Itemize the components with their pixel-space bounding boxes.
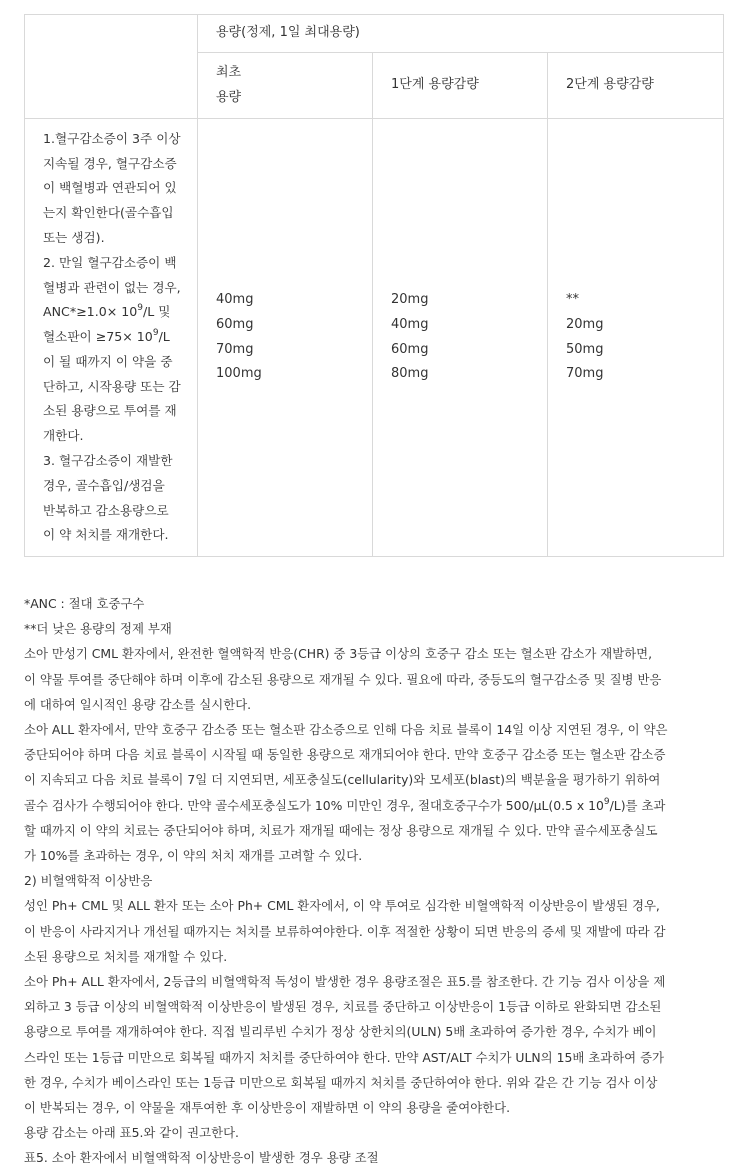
footnote-lower-dose: **더 낮은 용량의 정제 부재: [24, 621, 172, 637]
dose-value: 40mg: [216, 291, 254, 307]
initial-dose-header-line2: 용량: [216, 89, 242, 105]
desc-line: 이 약 처치를 재개한다.: [43, 527, 169, 543]
empty-corner-cell: [25, 15, 198, 119]
desc-line: 이 백혈병과 연관되어 있: [43, 180, 177, 196]
desc-line: 혈병과 관련이 없는 경우,: [43, 279, 181, 295]
dose-value: 60mg: [391, 341, 429, 357]
paragraph-line: 스라인 또는 1등급 미만으로 회복될 때까지 처치를 중단하여야 한다. 만약 AST/ALT 수치가 ULN의 15배 초과하여 증가: [24, 1049, 665, 1065]
paragraph-line: 중단되어야 하며 다음 치료 블록이 시작될 때 동일한 용량으로 재개되어야 한다. 만약 호중구 감소증 또는 혈소판 감소증: [24, 747, 666, 763]
paragraph-line: 에 대하여 일시적인 용량 감소를 실시한다.: [24, 696, 252, 712]
paragraph-text: /L)를 초과: [609, 797, 666, 813]
desc-line: 소된 용량으로 투여를 재: [43, 403, 177, 419]
step2-dose-cell: [548, 119, 724, 557]
paragraph-line: 소된 용량으로 처치를 재개할 수 있다.: [24, 948, 228, 964]
dose-value: **: [566, 291, 579, 307]
paragraph-line: 이 지속되고 다음 치료 블록이 7일 더 지연되면, 세포충실도(cellularity)와 모세포(blast)의 백분율을 평가하기 위하여: [24, 772, 661, 788]
paragraph-line: 소아 Ph+ ALL 환자에서, 2등급의 비혈액학적 독성이 발생한 경우 용량조절은 표5.를 참조한다. 간 기능 검사 이상을 제: [24, 974, 666, 990]
initial-dose-header-line1: 최초: [216, 64, 242, 80]
paragraph-line: 소아 만성기 CML 환자에서, 완전한 혈액학적 반응(CHR) 중 3등급 이상의 호중구 감소 또는 혈소판 감소가 재발하면,: [24, 646, 653, 662]
dose-value: 100mg: [216, 366, 262, 382]
table-header-row: [25, 15, 724, 53]
paragraph-line: 소아 ALL 환자에서, 만약 호중구 감소증 또는 혈소판 감소증으로 인해 다음 치료 블록이 14일 이상 지연된 경우, 이 약은: [24, 722, 668, 738]
management-description-cell: [25, 119, 198, 557]
step1-dose-cell: [373, 119, 548, 557]
desc-text: 혈소판이 ≥75× 10: [43, 329, 153, 345]
desc-line: 또는 생검).: [43, 229, 105, 245]
section-heading: 2) 비혈액학적 이상반응: [24, 873, 153, 889]
dose-group-header: 용량(정제, 1일 최대용량): [198, 15, 724, 53]
paragraph-line: 외하고 3 등급 이상의 비혈액학적 이상반응이 발생된 경우, 치료를 중단하고 이상반응이 1등급 이하로 완화되면 감소된: [24, 999, 662, 1015]
dose-value: 60mg: [216, 316, 254, 332]
paragraph-line: 이 약물 투여를 중단해야 하며 이후에 감소된 용량으로 재개될 수 있다. 필요에 따라, 중등도의 혈구감소증 및 질병 반응: [24, 671, 662, 687]
desc-line: 는지 확인한다(골수흡입: [43, 205, 174, 221]
desc-text: /L: [158, 329, 170, 345]
desc-line: 단하고, 시작용량 또는 감: [43, 378, 181, 394]
footnote-anc: *ANC : 절대 호중구수: [24, 596, 145, 611]
dose-value: 70mg: [566, 366, 604, 382]
dose-value: 50mg: [566, 341, 604, 357]
paragraph-line: 용량으로 투여를 재개하여야 한다. 직접 빌리루빈 수치가 정상 상한치의(ULN) 5배 초과하여 증가한 경우, 수치가 베이: [24, 1024, 657, 1040]
dose-value: 70mg: [216, 341, 254, 357]
paragraph-line: 이 반복되는 경우, 이 약물을 재투여한 후 이상반응이 재발하면 이 약의 용량을 줄여야한다.: [24, 1100, 511, 1116]
initial-dose-cell: [198, 119, 373, 557]
step2-header: 2단계 용량감량: [548, 53, 724, 119]
desc-text: /L 및: [143, 304, 171, 320]
paragraph-line: 성인 Ph+ CML 및 ALL 환자 또는 소아 Ph+ CML 환자에서, 이 약 투여로 심각한 비혈액학적 이상반응이 발생된 경우,: [24, 898, 660, 914]
desc-line: 경우, 골수흡입/생검을: [43, 477, 165, 493]
dose-value: 40mg: [391, 316, 429, 332]
paragraph-line: 용량 감소는 아래 표5.와 같이 권고한다.: [24, 1125, 239, 1141]
superscript: 9: [152, 328, 159, 339]
paragraph-line: 한 경우, 수치가 베이스라인 또는 1등급 미만으로 회복될 때까지 처치를 중단하여야 한다. 위와 같은 간 기능 검사 이상: [24, 1074, 658, 1090]
initial-dose-header: [198, 53, 373, 119]
paragraph-line: 이 반응이 사라지거나 개선될 때까지는 처치를 보류하여야한다. 이후 적절한 상황이 되면 반응의 증세 및 재발에 따라 감: [24, 923, 666, 939]
notes-section: [24, 591, 724, 1171]
dose-value: 20mg: [391, 291, 429, 307]
desc-line: 반복하고 감소용량으로: [43, 502, 169, 518]
desc-line: 2. 만일 혈구감소증이 백: [43, 254, 177, 270]
table-row: [25, 119, 724, 557]
step1-header: 1단계 용량감량: [373, 53, 548, 119]
desc-line-anc: [43, 300, 179, 325]
desc-line: 1.혈구감소증이 3주 이상: [43, 130, 181, 146]
table-caption: 표5. 소아 환자에서 비혈액학적 이상반응이 발생한 경우 용량 조절: [24, 1150, 379, 1166]
superscript: 9: [603, 796, 610, 807]
paragraph-line: 할 때까지 이 약의 치료는 중단되어야 하며, 치료가 재개될 때에는 정상 용량으로 재개될 수 있다. 만약 골수세포충실도: [24, 822, 658, 838]
paragraph-line-with-superscript: [24, 793, 724, 818]
desc-line: 이 될 때까지 이 약을 중: [43, 353, 173, 369]
desc-text: ANC*≥1.0× 10: [43, 304, 138, 320]
desc-line: 지속될 경우, 혈구감소증: [43, 155, 177, 171]
dose-value: 20mg: [566, 316, 604, 332]
desc-line: 3. 혈구감소증이 재발한: [43, 453, 173, 469]
paragraph-text: 골수 검사가 수행되어야 한다. 만약 골수세포충실도가 10% 미만인 경우, 절대호중구수가 500/μL(0.5 x 10: [24, 797, 604, 813]
desc-line-platelet: [43, 325, 179, 350]
dose-value: 80mg: [391, 366, 429, 382]
superscript: 9: [137, 303, 144, 314]
paragraph-line: 가 10%를 초과하는 경우, 이 약의 처치 재개를 고려할 수 있다.: [24, 848, 363, 864]
desc-line: 개한다.: [43, 428, 84, 444]
dose-adjustment-table: [24, 14, 724, 557]
